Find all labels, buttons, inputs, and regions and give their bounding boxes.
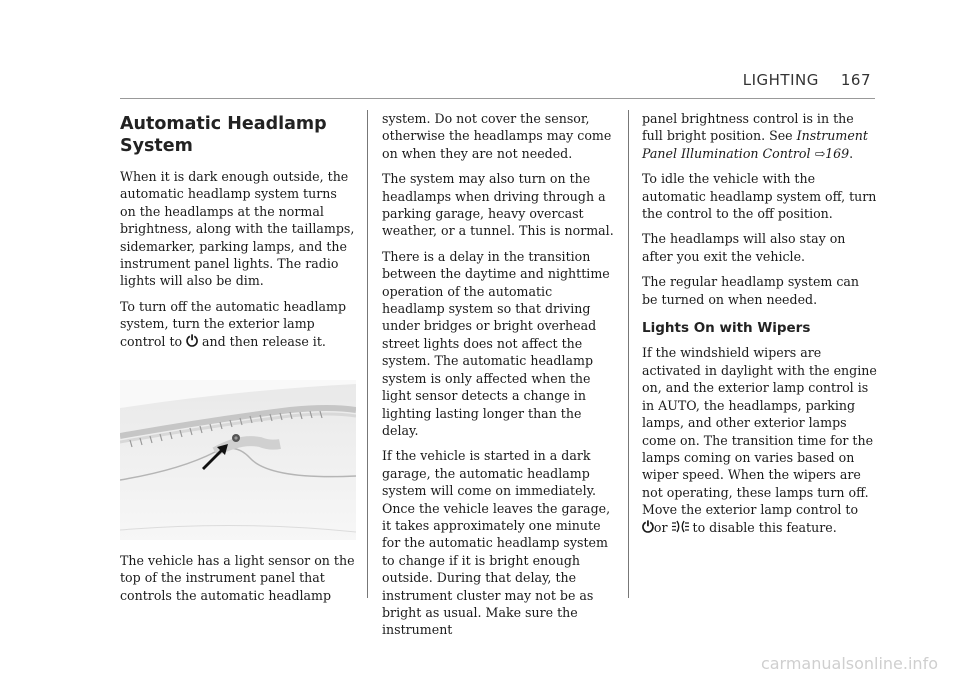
reference-page-number[interactable]: 169 [825,145,850,161]
paragraph: To turn off the automatic headlamp system, turn the exterior lamp control to ⏻ and then release it. [120,298,347,350]
paragraph: The headlamps will also stay on after you exit the vehicle. [642,231,846,264]
column-2 [382,110,618,647]
paragraph: The system may also turn on the headlamps when driving through a parking garage, heavy overcast weather, or a tunnel. This is normal. [382,171,614,239]
paragraph: The vehicle has a light sensor on the top of the instrument panel that controls the automatic headlamp [120,553,355,603]
power-icon: ⏻ [186,331,198,350]
running-header [743,71,871,89]
watermark: carmanualsonline.info [760,654,938,673]
paragraph: To idle the vehicle with the automatic headlamp system off, turn the control to the off position. [642,171,877,222]
page-arrow-icon: ⇨ [814,145,826,161]
parking-lamps-icon [672,520,689,533]
page-number: 167 [840,71,871,89]
subsection-heading: Lights On with Wipers [642,320,811,337]
light-sensor-photo [120,380,356,540]
column-1 [120,110,356,612]
paragraph: system. Do not cover the sensor, otherwise the headlamps may come on when they are not needed. [382,111,612,161]
section-title: LIGHTING [742,71,819,89]
paragraph: There is a delay in the transition between the daytime and nighttime operation of the automatic headlamp system so that driving under bridges or bright overhead street lights does not affect the system. The automatic headlamp system is only affected when the light sensor detects a change in lighting lasting longer than the delay. [382,248,610,438]
paragraph: The regular headlamp system can be turned on when needed. [642,274,860,307]
column-divider-2 [628,110,629,598]
paragraph: When it is dark enough outside, the automatic headlamp system turns on the headlamps at the normal brightness, along with the taillamps, sidemarker, parking lamps, and the instrument panel lights. The radio lights will also be dim. [120,169,355,289]
column-3 [642,110,878,544]
paragraph: If the windshield wipers are activated in daylight with the engine on, and the exterior lamp control is in AUTO, the headlamps, parking lamps, and other exterior lamps come on. The transition time for the lamps coming on varies based on wiper speed. When the wipers are not operating, these lamps turn off. Move the exterior lamp control to ⏻or to disable this feature. [642,345,877,536]
section-heading: Automatic Headlamp System [120,114,327,156]
power-icon: ⏻ [642,517,654,536]
column-divider-1 [367,110,368,598]
paragraph: If the vehicle is started in a dark garage, the automatic headlamp system will come on immediately. Once the vehicle leaves the garage, it takes approximately one minute for the automatic headlamp system to change if it is bright enough outside. During that delay, the instrument cluster may not be as bright as usual. Make sure the instrument [382,448,611,638]
header-rule [120,98,875,99]
paragraph: panel brightness control is in the full bright position. See Instrument Panel Illumination Control ⇨169. [642,111,868,161]
cross-reference-link[interactable]: Instrument Panel Illumination Control [642,128,868,161]
